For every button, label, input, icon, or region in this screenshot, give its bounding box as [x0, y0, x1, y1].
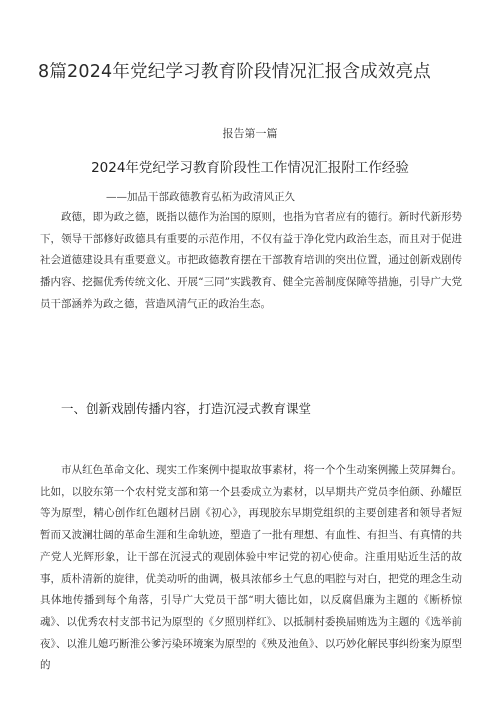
- intro-paragraph: 政德，即为政之德，既指以德作为治国的原则，也指为官者应有的德行。新时代新形势下，领导干部修好政德具有重要的示范作用，不仅有益于净化党内政治生态，而且对于促进社会道德建设具有重要意义。市把政德教育摆在干部教育培训的突出位置，通过创新戏剧传播内容、挖掘优秀传统文化、开展“三同”实践教育、健全完善制度保障等措施，引导广大党员干部涵养为政之德，营造风清气正的政治生态。: [40, 211, 462, 310]
- body-paragraph: 市从红色革命文化、现实工作案例中提取故事素材，将一个个生动案例搬上荧屏舞台。比如，以胶东第一个农村党支部和第一个县委成立为素材，以早期共产党员李伯颜、孙耀臣等为原型，精心创作红色题材吕剧《初心》，再现胶东早期党组织的主要创建者和领导者短暂而又波澜壮阔的革命生涯和生命轨迹，塑造了一批有理想、有血性、有担当、有真情的共产党人光辉形象，让干部在沉浸式的观剧体验中牢记党的初心使命。注重用贴近生活的故事，质朴清新的旋律，优美动听的曲调，极具浓郁乡土气息的唱腔与对白，把党的理念生动具体地传播到每个角落，引导广大党员干部“明大德比如，以反腐倡廉为主题的《断桥惊魂》、以优秀农村支部书记为原型的《夕照別样红》、以抵制村委换届贿选为主题的《选举前夜》、以淮儿媳巧断淮公爹污染环境案为原型的《殃及池鱼》、以巧妙化解民事纠纷案为原型的: [40, 464, 462, 672]
- section-heading-1: 一、创新戏剧传播内容，打造沉浸式教育课堂: [61, 401, 312, 416]
- article-subtitle: ——加品干部政德教育弘柘为政清风正久: [106, 191, 295, 203]
- document-title: 8篇2024年党纪学习教育阶段情况汇报含成效亮点: [38, 62, 431, 82]
- article-title: 2024年党纪学习教育阶段性工作情况汇报附工作经验: [91, 160, 409, 176]
- section-label: 报告第一篇: [222, 127, 278, 140]
